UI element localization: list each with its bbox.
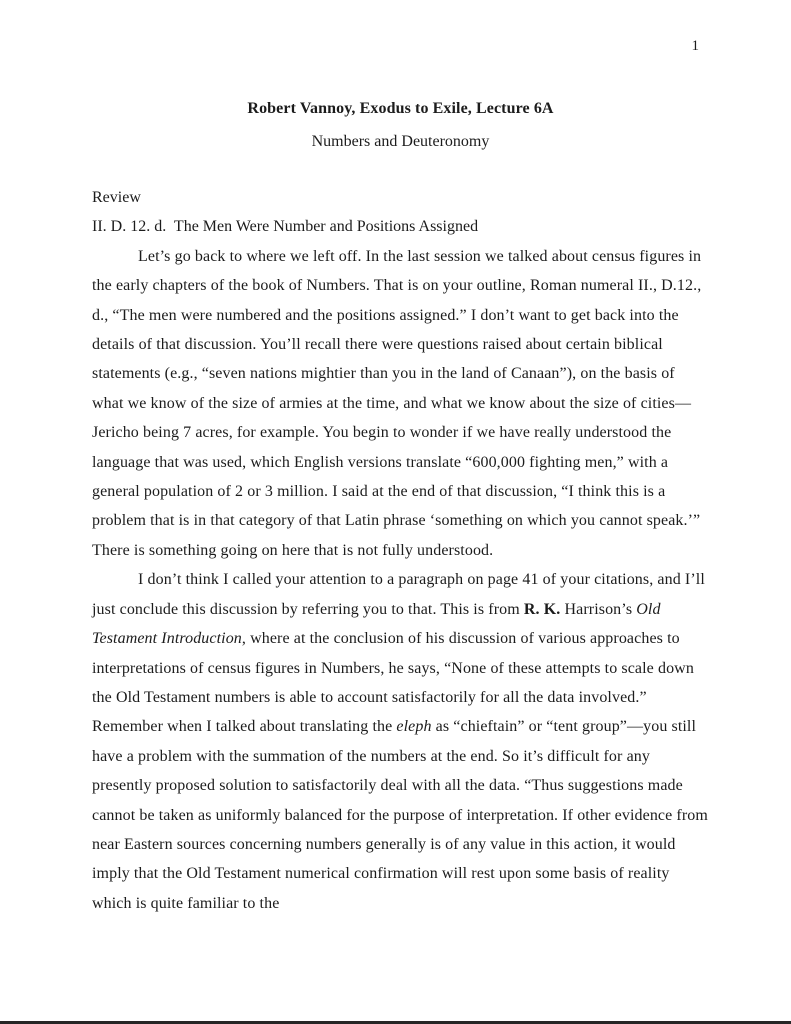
document-content bbox=[92, 92, 709, 918]
document-title: Robert Vannoy, Exodus to Exile, Lecture 6A bbox=[247, 100, 554, 117]
text-run: R. K. bbox=[523, 600, 561, 618]
paragraph bbox=[92, 565, 709, 918]
page-number: 1 bbox=[691, 38, 699, 54]
text-run: Harrison’s bbox=[560, 600, 637, 618]
outline-heading: II. D. 12. d. The Men Were Number and Positions Assigned bbox=[92, 218, 479, 236]
text-run: Let’s go back to where we left off. In the last session we talked about census figures in the early chapters of the book of Numbers. That is on your outline, Roman numeral II., D.12., d., “The men were numbered and the positions assigned.” I don’t want to get back into the details of that discussion. You’ll recall there were questions raised about certain biblical statements (e.g., “seven nations mightier than you in the land of Canaan”), on the basis of what we know of the size of armies at the time, and what we know about the size of cities—Jericho being 7 acres, for example. You begin to wonder if we have really understood the language that was used, which English versions translate “600,000 fighting men,” with a general population of 2 or 3 million. I said at the end of that discussion, “I think this is a problem that is in that category of that Latin phrase ‘something on which you cannot speak.’” There is something going on here that is not fully understood. bbox=[92, 247, 702, 559]
body-paragraphs bbox=[92, 242, 709, 918]
section-heading-review: Review bbox=[92, 189, 141, 206]
text-run: eleph bbox=[396, 718, 432, 736]
text-run: as “chieftain” or “tent group”—you still have a problem with the summation of the numbers at the end. So it’s difficult for any presently proposed solution to satisfactorily deal with all the data. “Thus suggestions made cannot be taken as uniformly balanced for the purpose of interpretation. If other evidence from near Eastern sources concerning numbers generally is of any value in this action, it would imply that the Old Testament numerical confirmation will rest upon some basis of reality which is quite familiar to the bbox=[92, 718, 708, 912]
document-subtitle: Numbers and Deuteronomy bbox=[311, 133, 490, 150]
paragraph bbox=[92, 242, 709, 565]
text-run: , where at the conclusion of his discussion of various approaches to interpretations of census figures in Numbers, he says, “None of these attempts to scale down the Old Testament numbers is able to account satisfactorily for all the data involved.” Remember when I talked about translating the bbox=[92, 630, 694, 736]
text-run: Old Testament Introduction bbox=[92, 600, 661, 648]
text-run: I don’t think I called your attention to a paragraph on page 41 of your citations, and I’ll just conclude this discussion by referring you to that. This is from bbox=[92, 571, 705, 618]
